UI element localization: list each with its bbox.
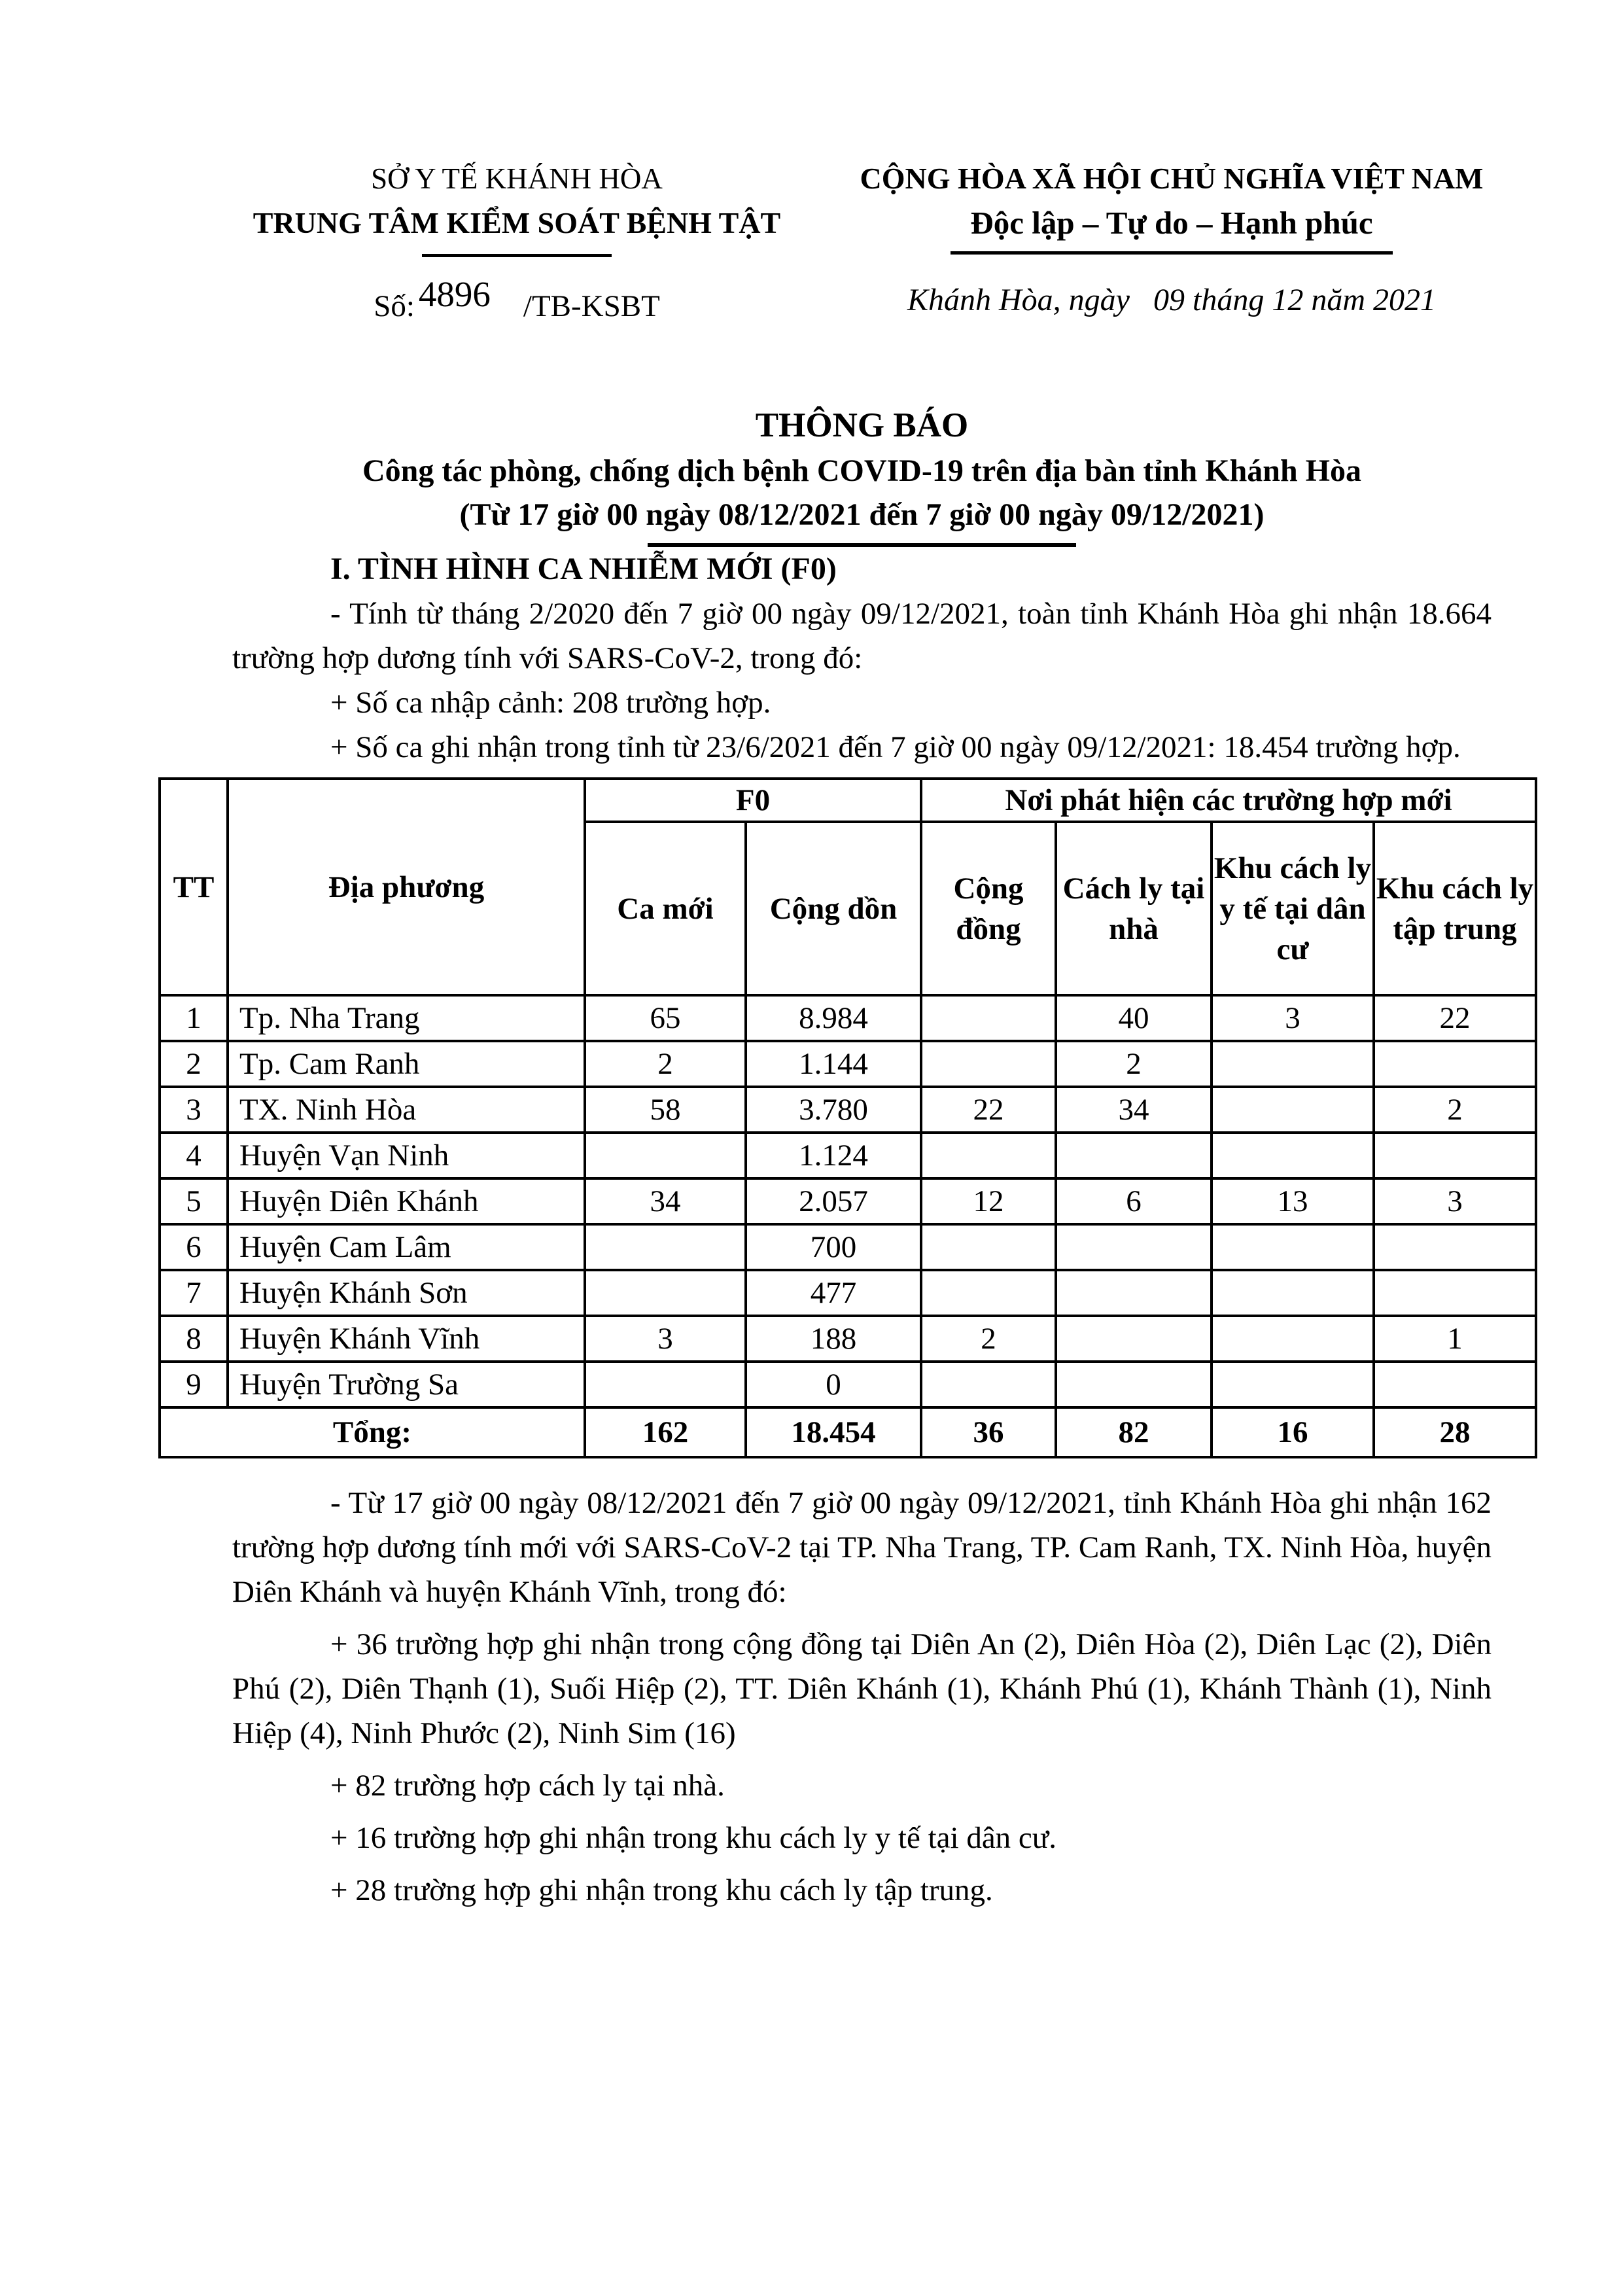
issuing-org-block xyxy=(229,157,805,325)
cell-khu-y-te xyxy=(1212,1041,1374,1087)
cell-dia-phuong: Tp. Cam Ranh xyxy=(228,1041,585,1087)
col-header-dia-phuong: Địa phương xyxy=(228,779,585,995)
motto-underline xyxy=(951,251,1393,255)
cell-khu-tap-trung xyxy=(1374,1041,1536,1087)
cell-khu-y-te xyxy=(1212,1133,1374,1178)
cell-dia-phuong: Huyện Diên Khánh xyxy=(228,1178,585,1224)
document-title: THÔNG BÁO xyxy=(755,406,969,444)
section-1 xyxy=(232,547,1492,769)
cell-khu-y-te: 13 xyxy=(1212,1178,1374,1224)
cell-cong-don: 1.124 xyxy=(746,1133,921,1178)
cell-khu-tap-trung xyxy=(1374,1362,1536,1407)
col-header-khu-cach-ly-tap-trung: Khu cách ly tập trung xyxy=(1374,822,1536,995)
document-header xyxy=(0,0,1623,325)
table-row xyxy=(160,1270,1536,1316)
cell-cong-don: 0 xyxy=(746,1362,921,1407)
cell-khu-y-te xyxy=(1212,1270,1374,1316)
table-row xyxy=(160,995,1536,1041)
cell-tt: 1 xyxy=(160,995,228,1041)
cell-dia-phuong: Tp. Nha Trang xyxy=(228,995,585,1041)
cell-khu-tap-trung: 3 xyxy=(1374,1178,1536,1224)
cell-cach-ly-nha xyxy=(1056,1362,1212,1407)
cell-cong-dong xyxy=(921,1270,1056,1316)
cell-total-cong-dong: 36 xyxy=(921,1407,1056,1457)
cell-khu-y-te xyxy=(1212,1224,1374,1270)
cell-cong-dong: 2 xyxy=(921,1316,1056,1362)
table-row xyxy=(160,1178,1536,1224)
table-total-row xyxy=(160,1407,1536,1457)
document-number-line xyxy=(229,274,805,325)
national-title: CỘNG HÒA XÃ HỘI CHỦ NGHĨA VIỆT NAM xyxy=(860,162,1484,195)
cell-tt: 8 xyxy=(160,1316,228,1362)
cell-khu-y-te: 3 xyxy=(1212,995,1374,1041)
cell-dia-phuong: TX. Ninh Hòa xyxy=(228,1087,585,1133)
col-header-ca-moi: Ca mới xyxy=(585,822,746,995)
cell-cong-don: 188 xyxy=(746,1316,921,1362)
cell-cach-ly-nha: 40 xyxy=(1056,995,1212,1041)
cell-khu-tap-trung: 22 xyxy=(1374,995,1536,1041)
table-row xyxy=(160,1133,1536,1178)
cell-cong-don: 700 xyxy=(746,1224,921,1270)
section-1-heading: I. TÌNH HÌNH CA NHIỄM MỚI (F0) xyxy=(330,552,837,586)
para-new-cases-summary: - Từ 17 giờ 00 ngày 08/12/2021 đến 7 giờ 00 ngày 09/12/2021, tỉnh Khánh Hòa ghi nhận 162 trường hợp dương tính mới với SARS-CoV-2 tại TP. Nha Trang, TP. Cam Ranh, TX. Ninh Hòa, huyện Diên Khánh và huyện Khánh Vĩnh, trong đó: xyxy=(232,1486,1492,1609)
cell-khu-tap-trung: 2 xyxy=(1374,1087,1536,1133)
cell-khu-y-te xyxy=(1212,1362,1374,1407)
cell-tt: 9 xyxy=(160,1362,228,1407)
table-row xyxy=(160,1224,1536,1270)
col-header-cong-don: Cộng dồn xyxy=(746,822,921,995)
table-row xyxy=(160,1087,1536,1133)
cell-cach-ly-nha: 2 xyxy=(1056,1041,1212,1087)
cell-ca-moi xyxy=(585,1224,746,1270)
cell-ca-moi xyxy=(585,1133,746,1178)
document-subtitle: Công tác phòng, chống dịch bệnh COVID-19 trên địa bàn tỉnh Khánh Hòa xyxy=(362,453,1362,488)
para-community-cases: + 36 trường hợp ghi nhận trong cộng đồng tại Diên An (2), Diên Hòa (2), Diên Lạc (2), Diên Phú (2), Diên Thạnh (1), Suối Hiệp (2), TT. Diên Khánh (1), Khánh Phú (1), Khánh Thành (1), Ninh Hiệp (4), Ninh Phước (2), Ninh Sim (16) xyxy=(232,1627,1492,1750)
cell-ca-moi: 2 xyxy=(585,1041,746,1087)
document-subtitle-period: (Từ 17 giờ 00 ngày 08/12/2021 đến 7 giờ 00 ngày 09/12/2021) xyxy=(459,497,1265,532)
doc-number-suffix: /TB-KSBT xyxy=(523,289,660,323)
table-row xyxy=(160,1362,1536,1407)
cell-cong-don: 1.144 xyxy=(746,1041,921,1087)
doc-number-value: 4896 xyxy=(418,274,491,314)
para-medical-isolation-cases: + 16 trường hợp ghi nhận trong khu cách ly y tế tại dân cư. xyxy=(330,1821,1057,1855)
table-header-group-row xyxy=(160,779,1536,822)
col-header-cach-ly-tai-nha: Cách ly tại nhà xyxy=(1056,822,1212,995)
national-motto: Độc lập – Tự do – Hạnh phúc xyxy=(970,205,1373,241)
cell-dia-phuong: Huyện Khánh Vĩnh xyxy=(228,1316,585,1362)
cell-tt: 6 xyxy=(160,1224,228,1270)
cell-cach-ly-nha: 34 xyxy=(1056,1087,1212,1133)
cell-tt: 4 xyxy=(160,1133,228,1178)
cell-dia-phuong: Huyện Cam Lâm xyxy=(228,1224,585,1270)
cell-cong-don: 8.984 xyxy=(746,995,921,1041)
cell-ca-moi: 3 xyxy=(585,1316,746,1362)
org-underline xyxy=(422,254,612,257)
col-header-khu-cach-ly-y-te: Khu cách ly y tế tại dân cư xyxy=(1212,822,1374,995)
cell-tt: 5 xyxy=(160,1178,228,1224)
cell-cong-don: 3.780 xyxy=(746,1087,921,1133)
covid-table xyxy=(158,777,1537,1458)
para-imported-cases: + Số ca nhập cảnh: 208 trường hợp. xyxy=(330,686,771,720)
para-province-cases: + Số ca ghi nhận trong tỉnh từ 23/6/2021 đến 7 giờ 00 ngày 09/12/2021: 18.454 trường hợp. xyxy=(330,730,1461,764)
cell-cach-ly-nha xyxy=(1056,1270,1212,1316)
cell-dia-phuong: Huyện Trường Sa xyxy=(228,1362,585,1407)
cell-cong-dong: 12 xyxy=(921,1178,1056,1224)
cell-cong-dong xyxy=(921,995,1056,1041)
cell-cong-dong: 22 xyxy=(921,1087,1056,1133)
cell-tt: 3 xyxy=(160,1087,228,1133)
col-header-tt: TT xyxy=(160,779,228,995)
place-date-line: Khánh Hòa, ngày 09 tháng 12 năm 2021 xyxy=(907,283,1436,317)
cell-total-ca-moi: 162 xyxy=(585,1407,746,1457)
cell-khu-y-te xyxy=(1212,1316,1374,1362)
table-row xyxy=(160,1041,1536,1087)
cell-total-label: Tổng: xyxy=(160,1407,585,1457)
cell-total-cach-ly-nha: 82 xyxy=(1056,1407,1212,1457)
cell-cach-ly-nha xyxy=(1056,1224,1212,1270)
cell-tt: 2 xyxy=(160,1041,228,1087)
org-name: TRUNG TÂM KIỂM SOÁT BỆNH TẬT xyxy=(253,206,781,239)
section-1-details xyxy=(232,1481,1492,1913)
cell-cong-don: 2.057 xyxy=(746,1178,921,1224)
cell-cong-dong xyxy=(921,1041,1056,1087)
cell-cach-ly-nha: 6 xyxy=(1056,1178,1212,1224)
cell-cong-dong xyxy=(921,1224,1056,1270)
para-total-cases: - Tính từ tháng 2/2020 đến 7 giờ 00 ngày 09/12/2021, toàn tỉnh Khánh Hòa ghi nhận 18.664 trường hợp dương tính với SARS-CoV-2, trong đó: xyxy=(232,597,1492,675)
cell-khu-tap-trung xyxy=(1374,1270,1536,1316)
cell-ca-moi xyxy=(585,1270,746,1316)
cell-cong-dong xyxy=(921,1362,1056,1407)
cell-total-khu-tap-trung: 28 xyxy=(1374,1407,1536,1457)
cell-total-khu-y-te: 16 xyxy=(1212,1407,1374,1457)
title-block xyxy=(232,402,1492,547)
col-group-noi-phat-hien: Nơi phát hiện các trường hợp mới xyxy=(921,779,1536,822)
table-row xyxy=(160,1316,1536,1362)
cell-khu-tap-trung xyxy=(1374,1133,1536,1178)
parent-org-name: SỞ Y TẾ KHÁNH HÒA xyxy=(371,162,663,195)
cell-ca-moi xyxy=(585,1362,746,1407)
col-group-f0: F0 xyxy=(585,779,921,822)
doc-number-label: Số: xyxy=(374,289,415,323)
cell-tt: 7 xyxy=(160,1270,228,1316)
cell-cong-dong xyxy=(921,1133,1056,1178)
cell-khu-y-te xyxy=(1212,1087,1374,1133)
col-header-cong-dong: Cộng đồng xyxy=(921,822,1056,995)
cell-cach-ly-nha xyxy=(1056,1133,1212,1178)
national-header-block xyxy=(818,157,1525,325)
para-concentrated-isolation-cases: + 28 trường hợp ghi nhận trong khu cách ly tập trung. xyxy=(330,1873,993,1907)
cell-dia-phuong: Huyện Vạn Ninh xyxy=(228,1133,585,1178)
cell-khu-tap-trung xyxy=(1374,1224,1536,1270)
para-home-isolation-cases: + 82 trường hợp cách ly tại nhà. xyxy=(330,1769,725,1803)
cell-cong-don: 477 xyxy=(746,1270,921,1316)
cell-khu-tap-trung: 1 xyxy=(1374,1316,1536,1362)
cell-total-cong-don: 18.454 xyxy=(746,1407,921,1457)
cell-ca-moi: 65 xyxy=(585,995,746,1041)
cell-cach-ly-nha xyxy=(1056,1316,1212,1362)
cell-dia-phuong: Huyện Khánh Sơn xyxy=(228,1270,585,1316)
cell-ca-moi: 34 xyxy=(585,1178,746,1224)
cell-ca-moi: 58 xyxy=(585,1087,746,1133)
